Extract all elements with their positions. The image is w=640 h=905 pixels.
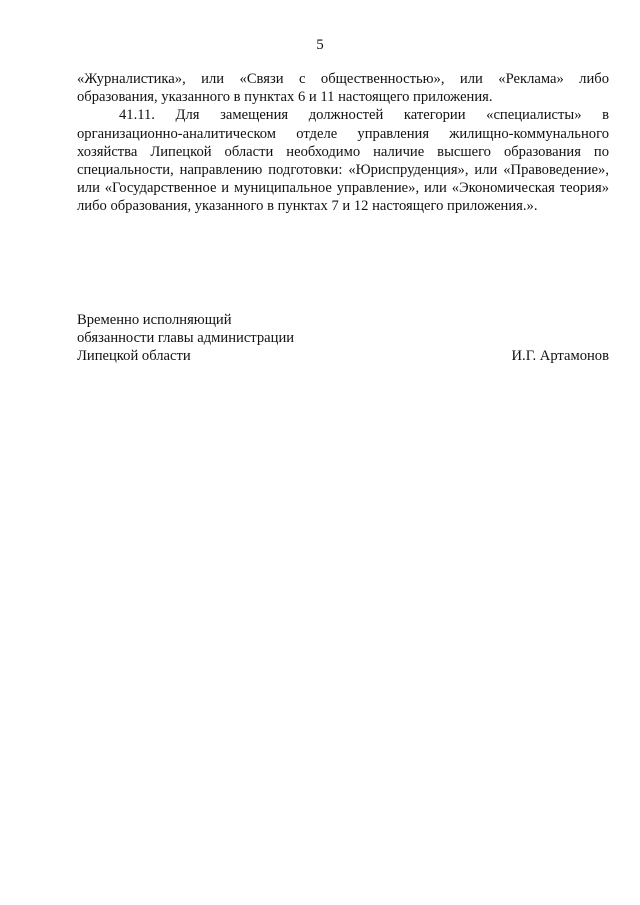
signature-title-line-1: Временно исполняющий — [77, 312, 232, 328]
paragraph-continuation: «Журналистика», или «Связи с общественностью», или «Реклама» либо образования, указанного в пунктах 6 и 11 настоящего приложения. — [77, 71, 609, 106]
signature-title-line-2: обязанности главы администрации — [77, 330, 295, 347]
signatory-name: И.Г. Артамонов — [511, 348, 609, 365]
paragraph-41-11: 41.11. Для замещения должностей категории «специалисты» в организационно-аналитическом отделе управления жилищно-коммунального хозяйства Липецкой области необходимо наличие высшего образования по специальности, направлению подготовки: «Юриспруденция», или «Правоведение», или «Государственное и муниципальное управление», или «Экономическая теория» либо образования, указанного в пунктах 7 и 12 настоящего приложения.». — [77, 107, 609, 215]
page-number: 5 — [316, 37, 324, 53]
signature-last-line — [77, 347, 609, 365]
signature-block — [77, 311, 609, 366]
signature-title-line-3: Липецкой области — [77, 348, 191, 365]
document-body — [77, 70, 609, 216]
